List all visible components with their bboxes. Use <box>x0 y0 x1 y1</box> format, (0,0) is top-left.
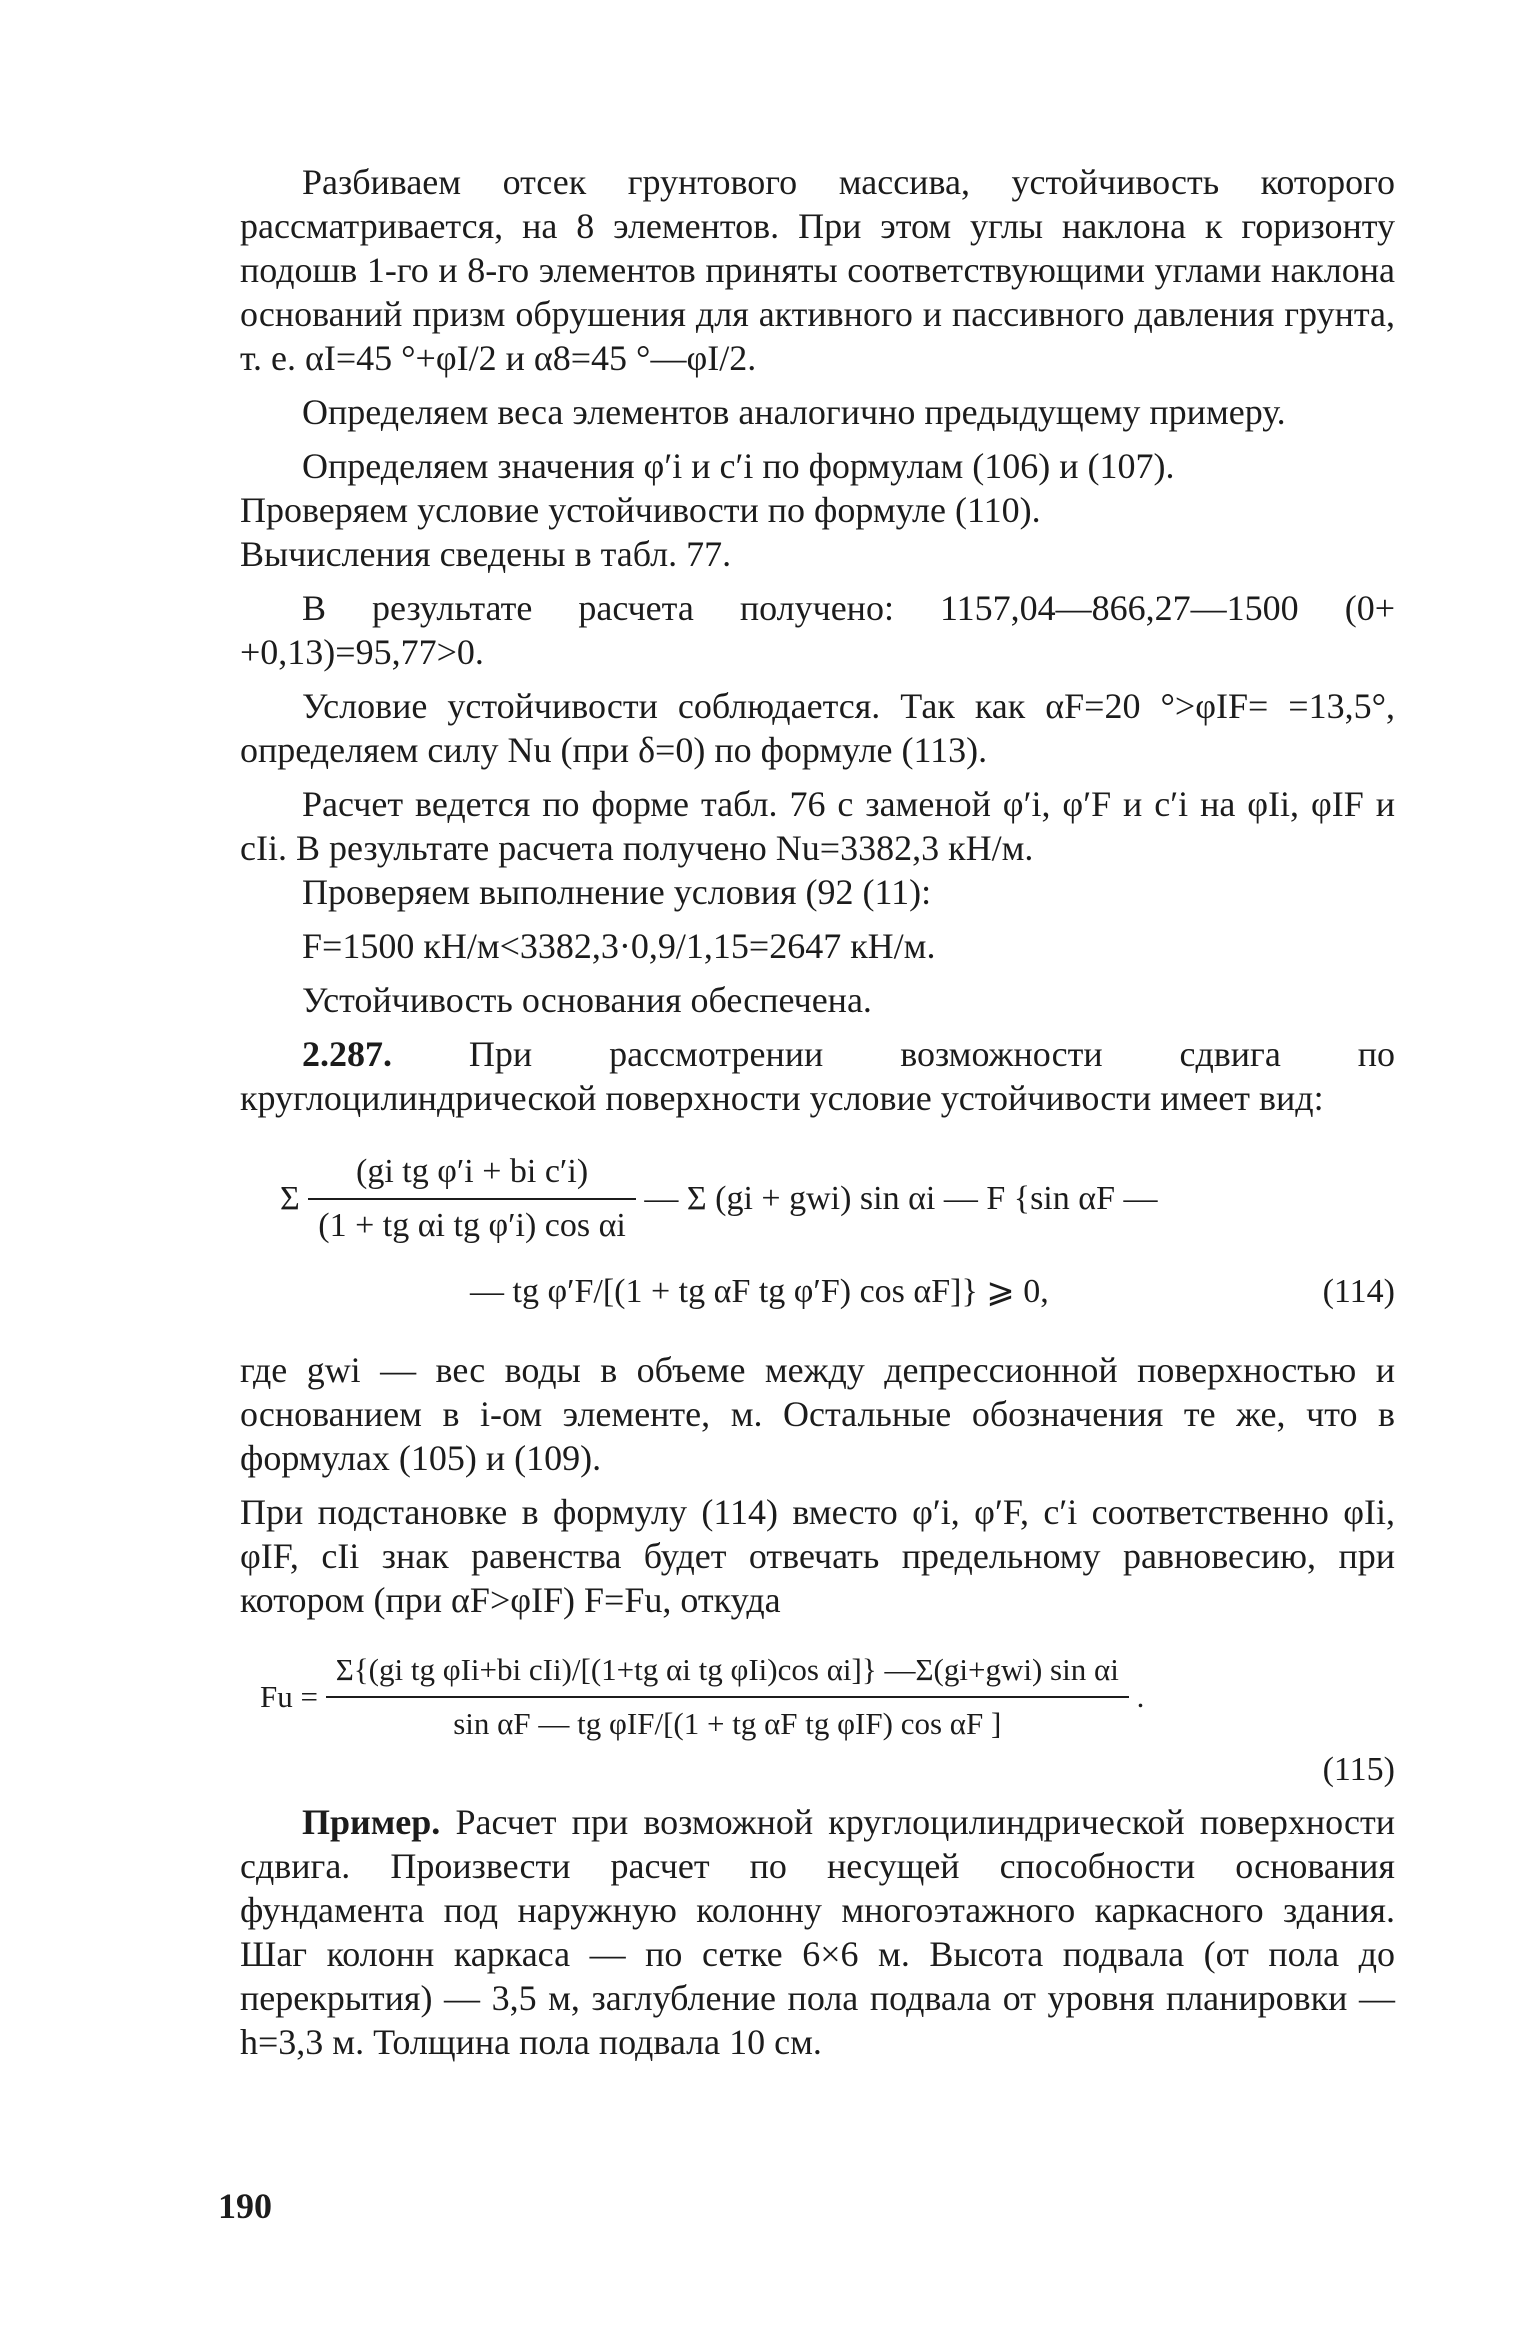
formula-115-denominator: sin αF — tg φIF/[(1 + tg αF tg φIF) cos αF ] <box>453 1706 1002 1741</box>
text-block <box>240 160 1395 2064</box>
paragraph-condition: Проверяем выполнение условия (92 (11): <box>302 872 932 912</box>
formula-115-lhs: Fu = <box>260 1679 318 1714</box>
section-number: 2.287. <box>302 1034 392 1074</box>
paragraph-stability: Условие устойчивости соблюдается. Так как αF=20 °>φIF= =13,5°, определяем силу Nu (при δ=0) по формуле (113). <box>240 686 1395 770</box>
paragraph-2-287 <box>240 1032 1395 1120</box>
paragraph-values: Определяем значения φ′i и c′i по формулам (106) и (107). <box>302 446 1175 486</box>
paragraph-weights: Определяем веса элементов аналогично предыдущему примеру. <box>302 392 1286 432</box>
formula-114-denominator: (1 + tg αi tg φ′i) cos αi <box>318 1207 626 1244</box>
paragraph-elements: Разбиваем отсек грунтового массива, устойчивость которого рассматривается, на 8 элементов. При этом углы наклона к горизонту подошв 1-го и 8-го элементов приняты соответствующими углами наклона оснований призм обрушения для активного и пассивного давления грунта, т. е. αI=45 °+φI/2 и α8=45 °—φI/2. <box>240 162 1395 378</box>
formula-115-fraction <box>326 1648 1129 1746</box>
paragraph-result: В результате расчета получено: 1157,04—866,27—1500 (0+ +0,13)=95,77>0. <box>240 588 1395 672</box>
page-number: 190 <box>218 2186 272 2226</box>
formula-114-rest: — Σ (gi + gwi) sin αi — F {sin αF — <box>644 1180 1158 1217</box>
paragraph-calc-form: Расчет ведется по форме табл. 76 с заменой φ′i, φ′F и c′i на φIi, φIF и cIi. В результате расчета получено Nu=3382,3 кН/м. <box>240 784 1395 868</box>
example-label: Пример. <box>302 1802 441 1842</box>
formula-114-line-1 <box>240 1150 1395 1260</box>
formula-115-number-line <box>240 1748 1395 1792</box>
paragraph-inequality: F=1500 кН/м<3382,3·0,9/1,15=2647 кН/м. <box>302 926 936 966</box>
formula-114-line-2 <box>240 1270 1395 1326</box>
formula-114-numerator: (gi tg φ′i + bi c′i) <box>308 1150 636 1200</box>
sigma-symbol: Σ <box>280 1180 300 1217</box>
paragraph-table-ref: Вычисления сведены в табл. 77. <box>240 534 732 574</box>
paragraph-check: Проверяем условие устойчивости по формуле (110). <box>240 490 1041 530</box>
example-text: Расчет при возможной круглоцилиндрической поверхности сдвига. Произвести расчет по несущей способности основания фундамента под наружную колонну многоэтажного каркасного здания. Шаг колонн каркаса — по сетке 6×6 м. Высота подвала (от пола до перекрытия) — 3,5 м, заглубление пола подвала от уровня планировки — h=3,3 м. Толщина пола подвала 10 см. <box>240 1802 1395 2062</box>
paragraph-example <box>240 1800 1395 2064</box>
paragraph-ensured: Устойчивость основания обеспечена. <box>302 980 872 1020</box>
paragraph-substitution: При подстановке в формулу (114) вместо φ′i, φ′F, c′i соответственно φIi, φIF, cIi знак равенства будет отвечать предельному равновесию, при котором (при αF>φIF) F=Fu, откуда <box>240 1492 1395 1620</box>
equation-number-115: (115) <box>1322 1751 1395 1788</box>
formula-115 <box>240 1648 1395 1748</box>
equation-number-114: (114) <box>1322 1273 1395 1310</box>
formula-115-numerator: Σ{(gi tg φIi+bi cIi)/[(1+tg αi tg φIi)cos αi]} —Σ(gi+gwi) sin αi <box>326 1648 1129 1698</box>
paragraph-where: где gwi — вес воды в объеме между депрессионной поверхностью и основанием в i-ом элементе, м. Остальные обозначения те же, что в формулах (105) и (109). <box>240 1350 1395 1478</box>
formula-114-fraction <box>308 1150 636 1248</box>
formula-114-continuation: — tg φ′F/[(1 + tg αF tg φ′F) cos αF]} ⩾ 0, <box>470 1273 1049 1310</box>
formula-115-dot: . <box>1136 1679 1145 1714</box>
section-text: При рассмотрении возможности сдвига по круглоцилиндрической поверхности условие устойчивости имеет вид: <box>240 1034 1395 1118</box>
